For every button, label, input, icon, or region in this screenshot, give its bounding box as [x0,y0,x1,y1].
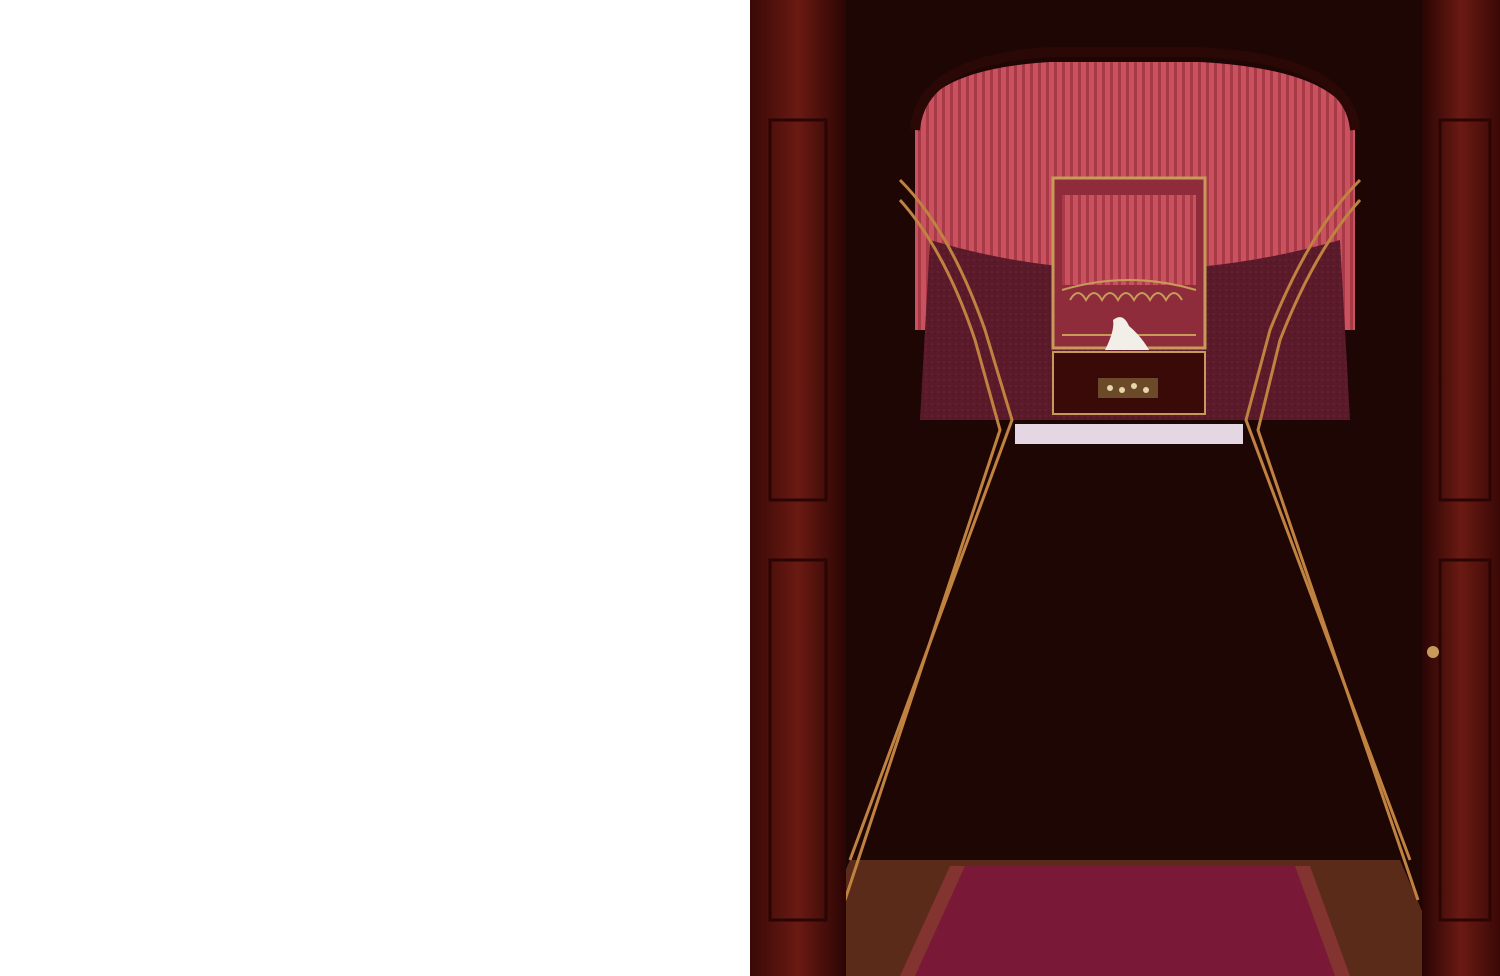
right-door [1422,0,1500,976]
door-knob-icon [1427,646,1439,658]
floor-runner [915,866,1335,976]
staircase-photo [750,0,1500,976]
photo-caption [87,834,587,852]
niche-fluted [1062,195,1196,285]
landing [1015,424,1243,444]
left-door [750,0,846,976]
staircase-illustration [750,0,1500,976]
chandelier [1098,378,1158,398]
